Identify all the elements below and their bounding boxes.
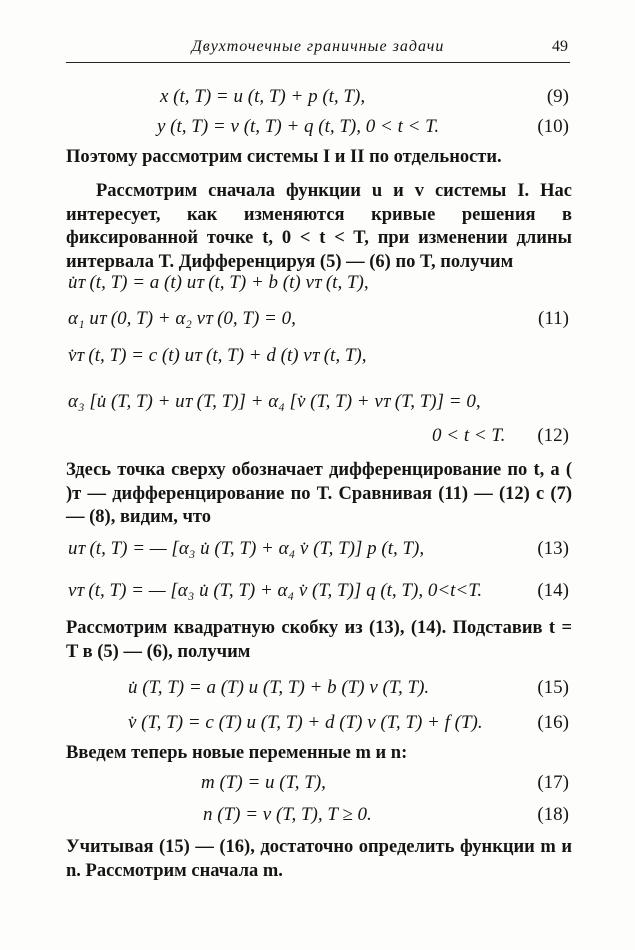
equation-10 — [0, 116, 635, 146]
equation-11b — [0, 308, 635, 338]
equation-12a — [0, 345, 635, 375]
equation-14 — [0, 580, 635, 610]
equation-13 — [0, 538, 635, 568]
equation-number: (10) — [537, 116, 569, 137]
equation-formula: m (T) = u (T, T), — [201, 772, 326, 793]
equation-number: (17) — [537, 772, 569, 793]
equation-9 — [0, 86, 635, 116]
equation-17 — [0, 772, 635, 802]
paragraph-1: Поэтому рассмотрим системы I и II по отдельности. — [66, 147, 502, 167]
equation-formula: v̇ (T, T) = c (T) u (T, T) + d (T) v (T, T) + f (T). — [128, 712, 483, 733]
equation-formula: u̇ᴛ (t, T) = a (t) uᴛ (t, T) + b (t) vᴛ (t, T), — [68, 272, 369, 293]
equation-number: (11) — [538, 308, 569, 329]
paragraph-5: Введем теперь новые переменные m и n: — [66, 743, 408, 763]
equation-18 — [0, 804, 635, 834]
equation-formula: v̇ᴛ (t, T) = c (t) uᴛ (t, T) + d (t) vᴛ (t, T), — [68, 345, 367, 366]
equation-formula: 0 < t < T. — [432, 425, 506, 446]
equation-number: (13) — [537, 538, 569, 559]
equation-number: (9) — [546, 86, 569, 107]
running-title: Двухточечные граничные задачи — [191, 38, 445, 55]
equation-formula: x (t, T) = u (t, T) + p (t, T), — [160, 86, 366, 107]
equation-formula: α₁ uᴛ (0, T) + α₂ vᴛ (0, T) = 0, — [68, 308, 296, 329]
equation-number: (16) — [537, 712, 569, 733]
paragraph-6: Учитывая (15) — (16), достаточно определить функции m и n. Рассмотрим сначала m. — [66, 837, 572, 881]
equation-formula: α₃ [u̇ (T, T) + uᴛ (T, T)] + α₄ [v̇ (T, T) + vᴛ (T, T)] = 0, — [68, 391, 481, 412]
equation-12b — [0, 391, 635, 421]
equation-formula: y (t, T) = v (t, T) + q (t, T), 0 < t < T. — [157, 116, 440, 137]
equation-formula: vᴛ (t, T) = — [α₃ u̇ (T, T) + α₄ v̇ (T, T)] q (t, T), 0<t<T. — [68, 580, 483, 601]
paragraph-3: Здесь точка сверху обозначает дифференцирование по t, а ( )ᴛ — дифференцирование по T. Сравнивая (11) — (12) с (7) — (8), видим, что — [66, 460, 572, 527]
equation-12c — [0, 425, 635, 455]
equation-formula: n (T) = v (T, T), T ≥ 0. — [203, 804, 372, 825]
equation-16 — [0, 712, 635, 742]
equation-15 — [0, 677, 635, 707]
equation-number: (15) — [537, 677, 569, 698]
equation-formula: u̇ (T, T) = a (T) u (T, T) + b (T) v (T, T). — [128, 677, 430, 698]
equation-number: (18) — [537, 804, 569, 825]
paragraph-2: Рассмотрим сначала функции u и v системы I. Нас интересует, как изменяются кривые решения в фиксированной точке t, 0 < t < T, при изменении длины интервала T. Дифференцируя (5) — (6) по T, получим — [66, 181, 572, 272]
equation-number: (12) — [537, 425, 569, 446]
equation-11a — [0, 272, 635, 302]
equation-formula: uᴛ (t, T) = — [α₃ u̇ (T, T) + α₄ v̇ (T, T)] p (t, T), — [68, 538, 425, 559]
page-header — [66, 38, 570, 63]
equation-number: (14) — [537, 580, 569, 601]
page-number: 49 — [552, 38, 568, 55]
paragraph-4: Рассмотрим квадратную скобку из (13), (14). Подставив t = T в (5) — (6), получим — [66, 618, 572, 662]
